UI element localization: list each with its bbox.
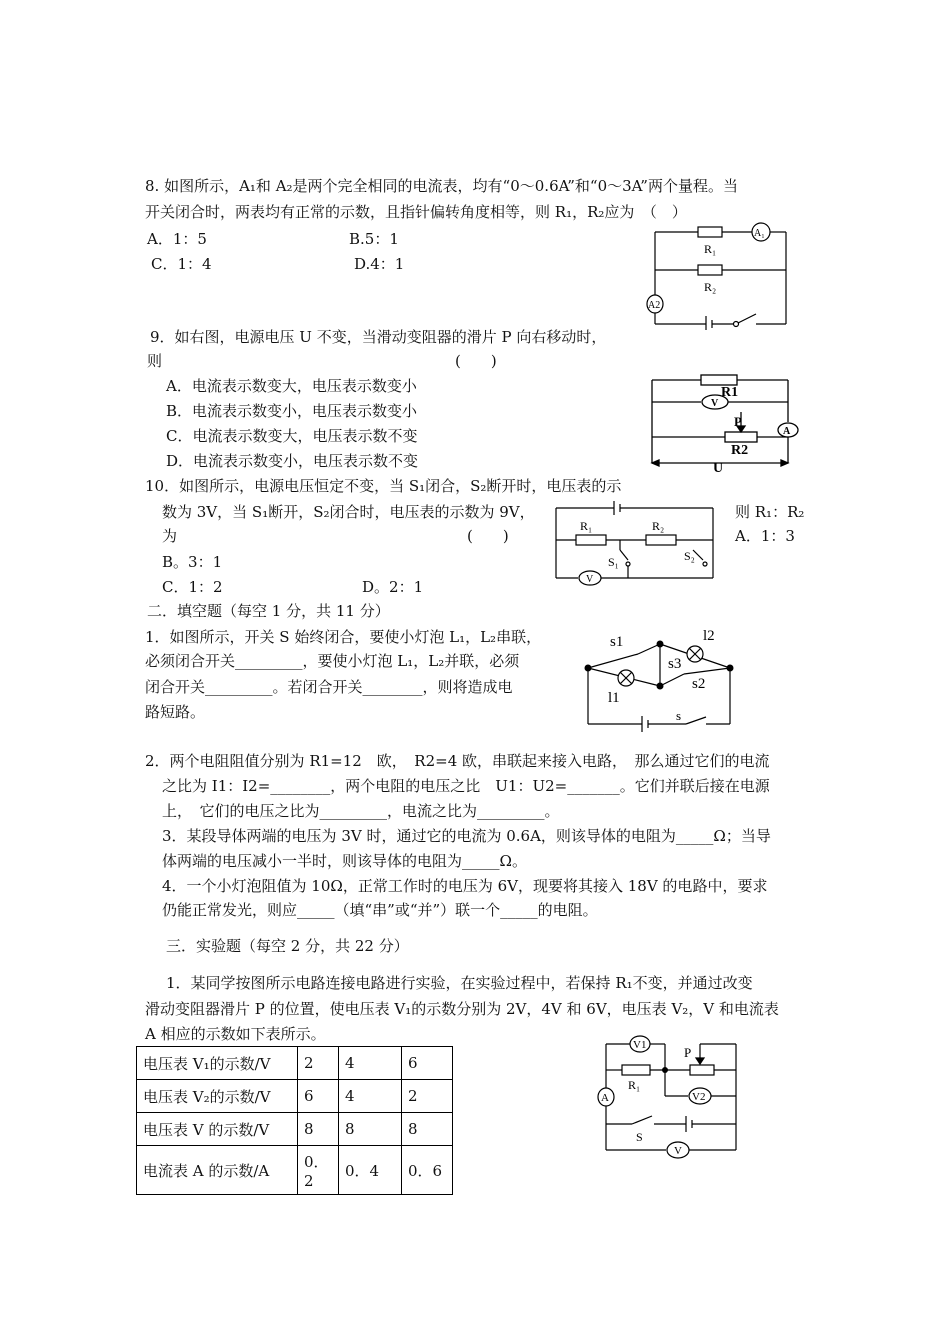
q8-option-b: B.5：1 — [349, 230, 399, 248]
s2-fig-l2: l2 — [703, 628, 715, 644]
s2-q2-line1: 2．两个电阻阻值分别为 R1=12 欧， R2=4 欧，串联起来接入电路， 那么通过它们的电流 — [145, 752, 770, 770]
table-cell: 4 — [339, 1080, 402, 1113]
s3-q1-line3: A 相应的示数如下表所示。 — [145, 1025, 326, 1043]
q10-option-b: B。3：1 — [162, 553, 223, 571]
q10-ratio-prompt: 则 R₁：R₂ — [735, 503, 805, 521]
q9-fig-r2: R2 — [731, 443, 749, 458]
q9-line1: 9．如右图，电源电压 U 不变，当滑动变阻器的滑片 P 向右移动时， — [150, 328, 607, 346]
s2-q1-line3: 闭合开关_________。若闭合开关________，则将造成电 — [145, 678, 513, 696]
table-cell: 8 — [402, 1113, 453, 1146]
s2-fig-s: s — [676, 708, 682, 723]
s2-q2-line3: 上， 它们的电压之比为_________，电流之比为_________。 — [162, 802, 560, 820]
q9-option-a: A．电流表示数变大，电压表示数变小 — [166, 377, 417, 395]
q10-option-a: A．1：3 — [735, 527, 795, 545]
s2-q3-line1: 3．某段导体两端的电压为 3V 时，通过它的电流为 0.6A，则该导体的电阻为_____Ω；当导 — [162, 827, 771, 845]
s3-fig-v1: V1 — [633, 1039, 647, 1051]
s2-q3-line2: 体两端的电压减小一半时，则该导体的电阻为_____Ω。 — [162, 852, 527, 870]
data-table — [136, 1046, 453, 1195]
s2-fig-l1: l1 — [608, 690, 620, 706]
q9-fig-p: P — [734, 414, 742, 429]
table-cell: 4 — [339, 1047, 402, 1080]
s3-fig-r1: R₁ — [628, 1078, 641, 1092]
section3-title: 三．实验题（每空 2 分，共 22 分） — [166, 937, 409, 955]
q10-fig-r1: R₁ — [580, 519, 593, 533]
q8-line1: 8. 如图所示，A₁和 A₂是两个完全相同的电流表，均有“0～0.6A”和“0～3A”两个量程。当 — [145, 177, 738, 195]
q8-option-d: D.4：1 — [354, 255, 405, 273]
s2-fig-s2: s2 — [692, 676, 706, 692]
s3-fig-a: A — [601, 1092, 609, 1104]
q8-fig-r2: R₂ — [704, 280, 717, 294]
s3-q1-line2: 滑动变阻器滑片 P 的位置，使电压表 V₁的示数分别为 2V，4V 和 6V，电压表 V₂，V 和电流表 — [145, 1000, 779, 1018]
table-cell: 0．4 — [339, 1146, 402, 1195]
table-cell: 8 — [339, 1113, 402, 1146]
q9-option-d: D．电流表示数变小，电压表示数不变 — [166, 452, 419, 470]
q8-option-c: C．1：4 — [151, 255, 212, 273]
s3-q1-line1: 1．某同学按图所示电路连接电路进行实验，在实验过程中，若保持 R₁不变，并通过改变 — [166, 974, 753, 992]
section2-title: 二．填空题（每空 1 分，共 11 分） — [147, 602, 390, 620]
q9-fig-v: V — [711, 398, 719, 409]
table-cell: 0．6 — [402, 1146, 453, 1195]
table-cell: 电压表 V₁的示数/V — [137, 1047, 298, 1080]
table-cell: 2 — [298, 1047, 339, 1080]
s2-q4-line2: 仍能正常发光，则应_____（填“串”或“并”）联一个_____的电阻。 — [162, 901, 598, 919]
q10-line2: 数为 3V，当 S₁断开，S₂闭合时，电压表的示数为 9V， — [162, 503, 535, 521]
q8-option-a: A．1：5 — [147, 230, 207, 248]
s2-q1-line2: 必须闭合开关_________，要使小灯泡 L₁，L₂并联，必须 — [145, 652, 520, 670]
q8-fig-a2: A2 — [648, 300, 661, 311]
table-row — [137, 1146, 453, 1195]
s2-fig-s3: s3 — [668, 656, 682, 672]
q10-fig-r2: R₂ — [652, 519, 665, 533]
q9-fig-a: A — [783, 426, 791, 437]
q10-option-c: C．1：2 — [162, 578, 223, 596]
s3-fig-v2: V2 — [692, 1091, 706, 1103]
s3-q1-circuit-diagram — [590, 1030, 750, 1160]
s2-q2-line2: 之比为 I1：I2=________，两个电阻的电压之比 U1：U2=_______。它们并联后接在电源 — [162, 777, 770, 795]
table-cell: 6 — [402, 1047, 453, 1080]
table-cell: 0．2 — [298, 1146, 339, 1195]
q10-line1: 10．如图所示，电源电压恒定不变，当 S₁闭合，S₂断开时，电压表的示 — [145, 477, 622, 495]
table-cell: 电压表 V 的示数/V — [137, 1113, 298, 1146]
s2-fig-s1: s1 — [610, 634, 624, 650]
q10-circuit-diagram — [548, 498, 723, 588]
q10-paren: ( ) — [467, 527, 509, 545]
table-row — [137, 1080, 453, 1113]
s2-q1-line4: 路短路。 — [145, 703, 206, 721]
q8-fig-r1: R₁ — [704, 242, 717, 256]
q9-fig-r1: R1 — [721, 385, 739, 400]
q10-fig-s1: S₁ — [608, 555, 619, 569]
q10-fig-v: V — [586, 574, 594, 585]
q10-option-d: D。2：1 — [362, 578, 424, 596]
q9-option-c: C．电流表示数变大，电压表示数不变 — [166, 427, 418, 445]
q10-line3: 为 — [162, 527, 178, 545]
table-row — [137, 1047, 453, 1080]
table-cell: 电压表 V₂的示数/V — [137, 1080, 298, 1113]
q9-option-b: B．电流表示数变小，电压表示数变小 — [166, 402, 418, 420]
q9-circuit-diagram — [645, 368, 810, 478]
q9-paren: ( ) — [455, 352, 497, 370]
table-cell: 电流表 A 的示数/A — [137, 1146, 298, 1195]
q10-fig-s2: S₂ — [684, 549, 695, 563]
table-cell: 8 — [298, 1113, 339, 1146]
s2-q1-line1: 1．如图所示，开关 S 始终闭合，要使小灯泡 L₁，L₂串联， — [145, 628, 542, 646]
q8-line2: 开关闭合时，两表均有正常的示数，且指针偏转角度相等，则 R₁，R₂应为 （ ） — [145, 203, 687, 221]
s3-fig-s: S — [636, 1130, 643, 1144]
s2-q4-line1: 4．一个小灯泡阻值为 10Ω，正常工作时的电压为 6V，现要将其接入 18V 的电路中，要求 — [162, 877, 768, 895]
q9-fig-u: U — [713, 461, 724, 476]
table-cell: 2 — [402, 1080, 453, 1113]
q9-line2: 则 — [147, 352, 163, 370]
q8-fig-a1: A₁ — [754, 228, 765, 239]
s2-q1-circuit-diagram — [578, 626, 743, 734]
table-row — [137, 1113, 453, 1146]
s3-fig-p: P — [684, 1045, 692, 1060]
table-cell: 6 — [298, 1080, 339, 1113]
s3-fig-v: V — [674, 1145, 682, 1157]
q8-circuit-diagram — [640, 222, 790, 330]
